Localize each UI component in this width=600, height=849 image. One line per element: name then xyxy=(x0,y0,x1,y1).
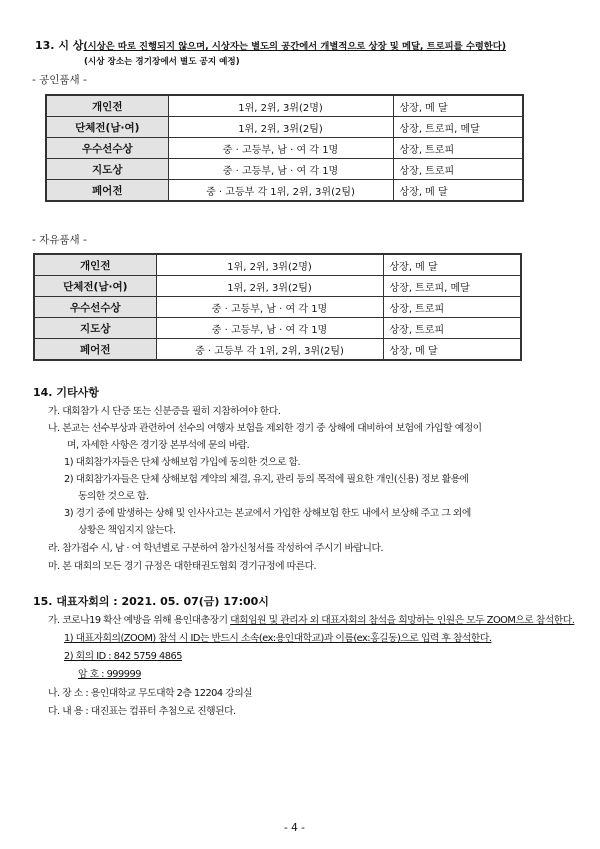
misc-item-ma: 마. 본 대회의 모든 경기 규정은 대한태권도협회 경기규정에 따른다. xyxy=(48,561,317,572)
meeting-item-ga-underlined: 대회임원 및 관리자 외 대표자회의 참석을 희망하는 인원은 모두 ZOOM으로 참석한다. xyxy=(230,615,575,626)
award-row xyxy=(34,276,521,297)
award-rank-cell: 중 · 고등부, 남 · 여 각 1명 xyxy=(168,138,393,159)
award-row xyxy=(34,297,521,318)
section-15-title: 15. 대표자회의 : 2021. 05. 07(금) 17:00시 xyxy=(33,595,269,608)
award-prize-cell: 상장, 트로피 xyxy=(383,297,521,318)
misc-item-ga: 가. 대회참가 시 단증 또는 신분증을 필히 지참하여야 한다. xyxy=(48,406,281,417)
meeting-item-ga xyxy=(48,612,574,626)
award-location-note: (시상 장소는 경기장에서 별도 공지 예정) xyxy=(84,57,240,67)
award-category-cell: 지도상 xyxy=(34,318,156,339)
insurance-item-3-line1: 3) 경기 중에 발생하는 상해 및 인사사고는 본교에서 가입한 상해보험 한도 내에서 보상해 주고 그 외에 xyxy=(64,508,471,519)
award-rank-cell: 중 · 고등부 각 1위, 2위, 3위(2팀) xyxy=(156,339,383,361)
award-prize-cell: 상장, 메 달 xyxy=(383,254,521,276)
meeting-item-ga-text: 가. 코로나19 확산 예방을 위해 용인대총장기 xyxy=(48,615,231,626)
award-category-cell: 개인전 xyxy=(34,254,156,276)
award-row xyxy=(34,254,521,276)
award-rank-cell: 중 · 고등부, 남 · 여 각 1명 xyxy=(156,297,383,318)
section-13-title: 13. 시 상 xyxy=(35,39,84,52)
meeting-content: 다. 내 용 : 대진표는 컴퓨터 추첨으로 진행된다. xyxy=(48,706,236,717)
award-rank-cell: 중 · 고등부, 남 · 여 각 1명 xyxy=(168,159,393,180)
award-row xyxy=(46,95,523,117)
award-rank-cell: 1위, 2위, 3위(2팀) xyxy=(168,117,393,138)
section-13-heading xyxy=(35,37,506,53)
award-row xyxy=(34,339,521,361)
award-prize-cell: 상장, 트로피 xyxy=(383,318,521,339)
award-rank-cell: 1위, 2위, 3위(2명) xyxy=(168,95,393,117)
free-poomsae-label: - 자유품새 - xyxy=(32,234,87,246)
award-rank-cell: 1위, 2위, 3위(2팀) xyxy=(156,276,383,297)
award-row xyxy=(46,117,523,138)
award-prize-cell: 상장, 트로피 xyxy=(393,138,523,159)
award-category-cell: 단체전(남·여) xyxy=(46,117,168,138)
meeting-location: 나. 장 소 : 용인대학교 무도대학 2층 12204 강의실 xyxy=(48,688,253,699)
free-poomsae-award-table xyxy=(33,253,522,361)
award-rank-cell: 중 · 고등부, 남 · 여 각 1명 xyxy=(156,318,383,339)
insurance-item-3-line2: 상황은 책임지지 않는다. xyxy=(78,525,176,536)
award-prize-cell: 상장, 트로피, 메달 xyxy=(393,117,523,138)
award-category-cell: 페어전 xyxy=(46,180,168,202)
award-row xyxy=(34,318,521,339)
award-prize-cell: 상장, 트로피, 메달 xyxy=(383,276,521,297)
public-poomsae-label: - 공인품새 - xyxy=(32,74,87,86)
award-prize-cell: 상장, 트로피 xyxy=(393,159,523,180)
public-poomsae-award-table xyxy=(45,94,524,202)
award-category-cell: 페어전 xyxy=(34,339,156,361)
award-category-cell: 개인전 xyxy=(46,95,168,117)
zoom-password: 암 호 : 999999 xyxy=(78,669,141,680)
award-rank-cell: 1위, 2위, 3위(2명) xyxy=(156,254,383,276)
insurance-item-2-line2: 동의한 것으로 함. xyxy=(78,491,149,502)
zoom-meeting-id: 2) 회의 ID : 842 5759 4865 xyxy=(64,651,182,662)
insurance-item-2-line1: 2) 대회참가자들은 단체 상해보험 계약의 체결, 유지, 관리 등의 목적에 필요한 개인(신용) 정보 활용에 xyxy=(64,474,469,485)
award-row xyxy=(46,159,523,180)
award-category-cell: 지도상 xyxy=(46,159,168,180)
section-14-title: 14. 기타사항 xyxy=(33,386,99,399)
award-prize-cell: 상장, 메 달 xyxy=(393,180,523,202)
misc-item-na-line1: 나. 본교는 선수부상과 관련하여 선수의 여행자 보험을 제외한 경기 중 상해에 대비하여 보험에 가입할 예정이 xyxy=(48,423,482,434)
misc-item-na-line2: 며, 자세한 사항은 경기장 본부석에 문의 바람. xyxy=(67,440,250,451)
award-category-cell: 단체전(남·여) xyxy=(34,276,156,297)
award-category-cell: 우수선수상 xyxy=(46,138,168,159)
award-row xyxy=(46,138,523,159)
award-category-cell: 우수선수상 xyxy=(34,297,156,318)
award-note: (시상은 따로 진행되지 않으며, 시상자는 별도의 공간에서 개별적으로 상장 및 메달, 트로피를 수령한다) xyxy=(83,41,507,52)
award-rank-cell: 중 · 고등부 각 1위, 2위, 3위(2팀) xyxy=(168,180,393,202)
award-prize-cell: 상장, 메 달 xyxy=(393,95,523,117)
insurance-item-1: 1) 대회참가자들은 단체 상해보험 가입에 동의한 것으로 함. xyxy=(64,457,301,468)
award-row xyxy=(46,180,523,202)
page-number: - 4 - xyxy=(284,822,305,834)
award-prize-cell: 상장, 메 달 xyxy=(383,339,521,361)
misc-item-ra: 라. 참가접수 시, 남 · 여 학년별로 구분하여 참가신청서를 작성하여 주시기 바랍니다. xyxy=(48,543,384,554)
zoom-id-instruction: 1) 대표자회의(ZOOM) 참석 시 ID는 반드시 소속(ex:용인대학교)과 이름(ex:홍길동)으로 입력 후 참석한다. xyxy=(64,633,492,644)
